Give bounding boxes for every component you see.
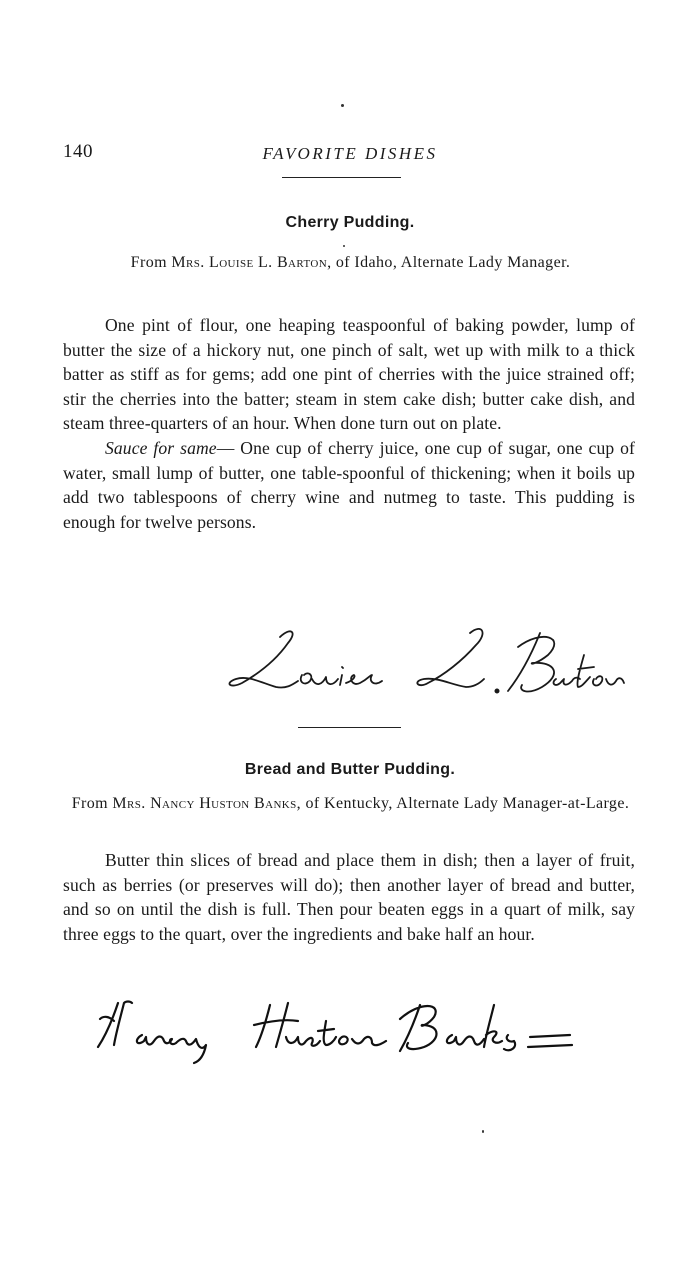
attribution-suffix: , of Idaho, Alternate Lady Manager. bbox=[327, 254, 571, 271]
contributor-name: Mrs. Nancy Huston Banks bbox=[112, 795, 297, 812]
attribution-suffix: , of Kentucky, Alternate Lady Manager-at-Large. bbox=[296, 795, 630, 812]
recipe-attribution bbox=[63, 793, 638, 815]
print-speck bbox=[341, 104, 344, 107]
signature-louise-l-barton bbox=[222, 625, 632, 697]
recipe-paragraph: Butter thin slices of bread and place them in dish; then a layer of fruit, such as berries (or preserves will do); then another layer of bread and butter, and so on until the dish is full. Then pour beaten eggs in a quart of milk, say three eggs to the quart, over the ingredients and bake half an hour. bbox=[63, 850, 635, 944]
section-rule bbox=[298, 727, 401, 728]
sauce-text: — One cup of cherry juice, one cup of sugar, one cup of water, small lump of butter, one table-spoonful of thickening; when it boils up add two tablespoons of cherry wine and nutmeg to taste. This pudding is enough for twelve persons. bbox=[63, 437, 635, 532]
print-speck bbox=[482, 1130, 484, 1133]
sauce-label: Sauce for same bbox=[105, 437, 217, 458]
running-head-title: FAVORITE DISHES bbox=[262, 144, 438, 163]
recipe-title: Cherry Pudding. bbox=[285, 214, 415, 231]
recipe-attribution bbox=[63, 252, 638, 274]
sauce-paragraph bbox=[63, 436, 635, 534]
recipe-title: Bread and Butter Pudding. bbox=[244, 761, 456, 778]
contributor-name: Mrs. Louise L. Barton bbox=[171, 254, 328, 271]
recipe-body bbox=[63, 848, 635, 946]
attribution-prefix: From bbox=[130, 254, 172, 271]
signature-nancy-huston-banks bbox=[90, 995, 630, 1065]
page-number: 140 bbox=[63, 141, 93, 162]
header-rule bbox=[282, 177, 401, 178]
recipe-paragraph: One pint of flour, one heaping teaspoonful of baking powder, lump of butter the size of a hickory nut, one pinch of salt, wet up with milk to a thick batter as stiff as for gems; add one pint of cherries with the juice strained off; stir the cherries into the batter; steam in stem cake dish; butter cake dish, and steam three-quarters of an hour. When done turn out on plate. bbox=[63, 315, 635, 434]
recipe-body bbox=[63, 313, 635, 534]
attribution-prefix: From bbox=[71, 795, 113, 812]
print-speck bbox=[343, 245, 345, 247]
